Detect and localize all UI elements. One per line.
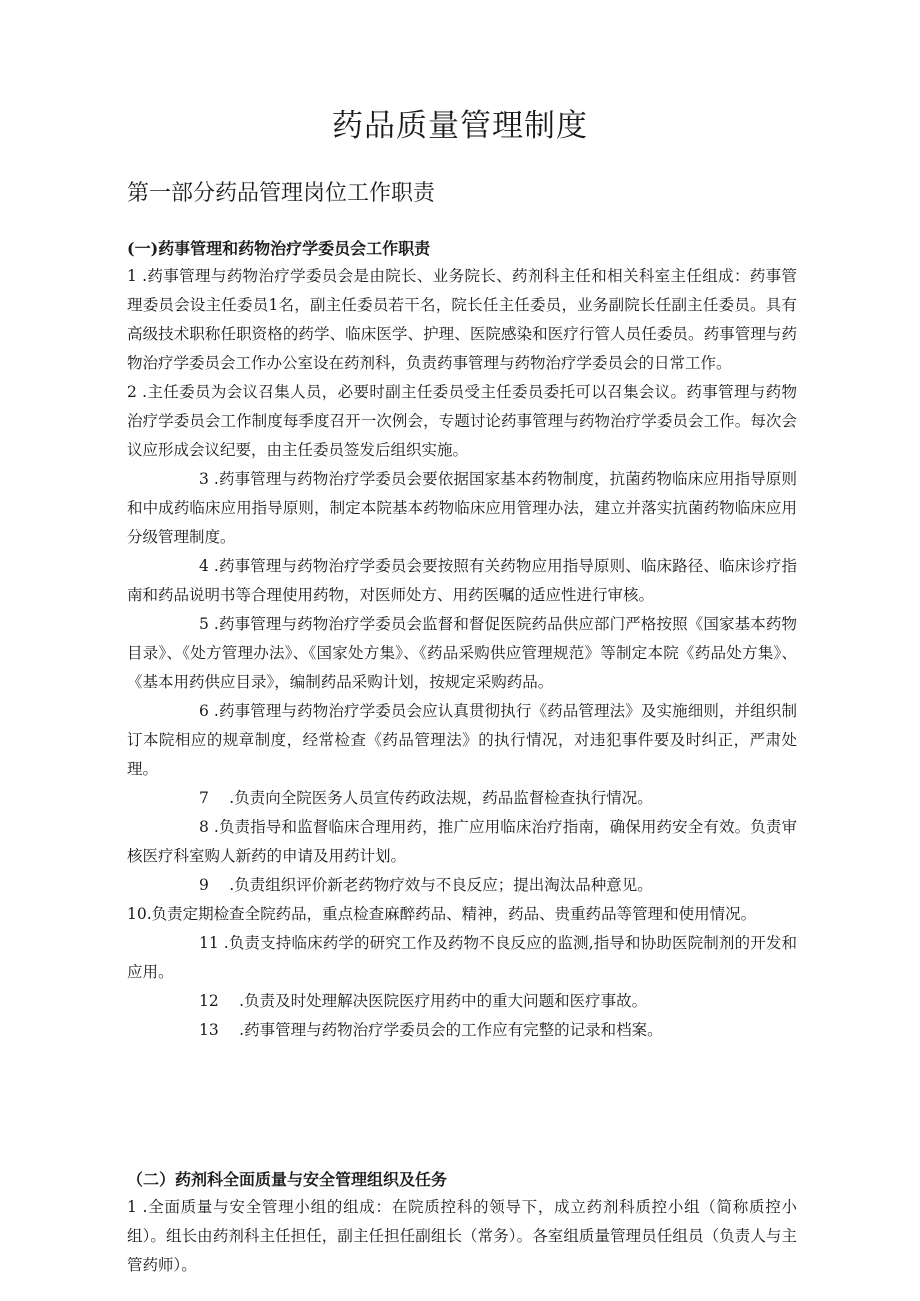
s1-item-5: 5 .药事管理与药物治疗学委员会监督和督促医院药品供应部门严格按照《国家基本药物目录》、《处方管理办法》、《国家处方集》、《药品采购供应管理规范》等制定本院《药品处方集》、《基本用药供应目录》，编制药品采购计划，按规定采购药品。: [127, 615, 797, 691]
section-2: [127, 1167, 797, 1280]
s1-item-8: 8 .负责指导和监督临床合理用药，推广应用临床治疗指南，确保用药安全有效。负责审核医疗科室购人新药的申请及用药计划。: [127, 818, 797, 865]
s1-item-9: 9 .负责组织评价新老药物疗效与不良反应；提出淘汰品种意见。: [199, 876, 653, 894]
section-1: [127, 236, 797, 1045]
s2-item-1: 1 .全面质量与安全管理小组的组成：在院质控科的领导下，成立药剂科质控小组（简称质控小组）。组长由药剂科主任担任，副主任担任副组长（常务）。各室组质量管理员任组员（负责人与主管药师）。: [127, 1198, 797, 1274]
s1-item-1: 1 .药事管理与药物治疗学委员会是由院长、业务院长、药剂科主任和相关科室主任组成：药事管理委员会设主任委员1名，副主任委员若干名，院长任主任委员，业务副院长任副主任委员。具有高级技术职称任职资格的药学、临床医学、护理、医院感染和医疗行管人员任委员。药事管理与药物治疗学委员会工作办公室设在药剂科，负责药事管理与药物治疗学委员会的日常工作。: [127, 267, 797, 372]
s1-item-2: 2 .主任委员为会议召集人员，必要时副主任委员受主任委员委托可以召集会议。药事管理与药物治疗学委员会工作制度每季度召开一次例会，专题讨论药事管理与药物治疗学委员会工作。每次会议应形成会议纪要，由主任委员签发后组织实施。: [127, 383, 797, 459]
doc-title: 药品质量管理制度: [332, 108, 588, 144]
section-1-heading: (一)药事管理和药物治疗学委员会工作职责: [127, 239, 431, 258]
s1-item-6: 6 .药事管理与药物治疗学委员会应认真贯彻执行《药品管理法》及实施细则，并组织制订本院相应的规章制度，经常检查《药品管理法》的执行情况，对违犯事件要及时纠正，严肃处理。: [127, 702, 797, 778]
s1-item-10: 10.负责定期检查全院药品，重点检查麻醉药品、精神，药品、贵重药品等管理和使用情况。: [127, 905, 757, 923]
s1-item-4: 4 .药事管理与药物治疗学委员会要按照有关药物应用指导原则、临床路径、临床诊疗指南和药品说明书等合理使用药物，对医师处方、用药医嘱的适应性进行审核。: [127, 557, 797, 604]
s1-item-3: 3 .药事管理与药物治疗学委员会要依据国家基本药物制度，抗菌药物临床应用指导原则和中成药临床应用指导原则，制定本院基本药物临床应用管理办法，建立并落实抗菌药物临床应用分级管理制度。: [127, 470, 797, 546]
s1-item-7: 7 .负责向全院医务人员宣传药政法规，药品监督检查执行情况。: [199, 789, 653, 807]
part-heading: 第一部分药品管理岗位工作职责: [127, 181, 436, 206]
s1-item-11: 11 .负责支持临床药学的研究工作及药物不良反应的监测,指导和协助医院制剂的开发和应用。: [127, 934, 797, 981]
s1-item-13: 13 .药事管理与药物治疗学委员会的工作应有完整的记录和档案。: [199, 1021, 663, 1039]
s1-item-12: 12 .负责及时处理解决医院医疗用药中的重大问题和医疗事故。: [199, 992, 648, 1010]
section-2-heading: （二）药剂科全面质量与安全管理组织及任务: [127, 1170, 448, 1189]
